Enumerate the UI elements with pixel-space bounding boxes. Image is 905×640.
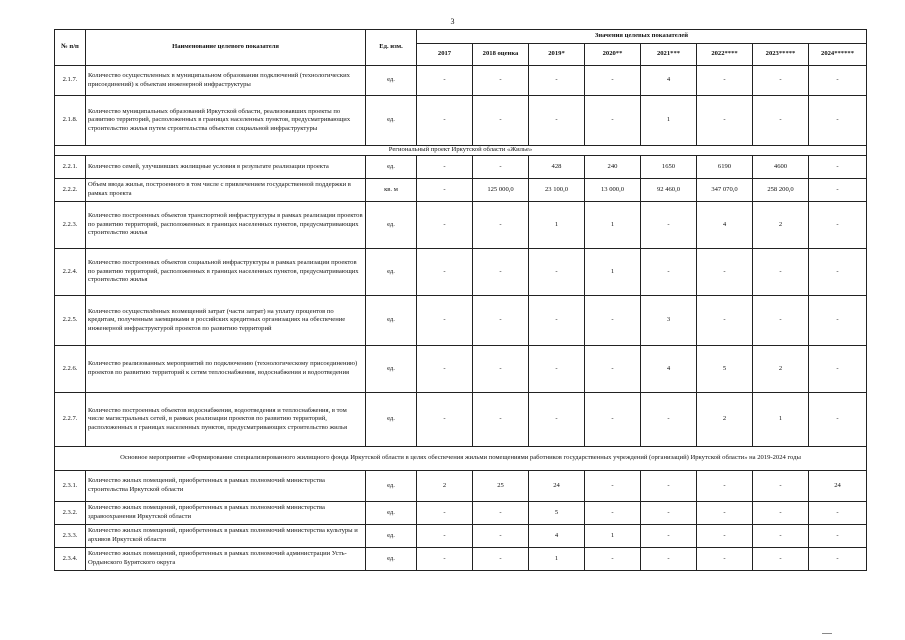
- indicator-value: -: [473, 548, 529, 571]
- indicator-value: -: [417, 202, 473, 249]
- indicator-unit: ед.: [366, 525, 417, 548]
- indicator-value: -: [529, 393, 585, 447]
- indicator-value: -: [641, 249, 697, 296]
- indicator-value: -: [809, 296, 867, 346]
- header-year: 2019*: [529, 44, 585, 66]
- indicator-name: Количество построенных объектов водоснабжения, водоотведения и теплоснабжения, в том числе магистральных сетей, в рамках реализации проектов по развитию территорий, расположенных в границах населенных пунктов, предусматривающих строительство жилья: [86, 393, 366, 447]
- indicator-name: Количество реализованных мероприятий по подключению (технологическому присоединению) проектов по развитию территорий к сетям теплоснабжения, водоснабжения и водоотведения: [86, 346, 366, 393]
- row-number: 2.3.4.: [55, 548, 86, 571]
- indicator-value: -: [697, 502, 753, 525]
- header-year: 2023*****: [753, 44, 809, 66]
- indicator-value: -: [473, 296, 529, 346]
- indicator-value: 1: [585, 525, 641, 548]
- header-year: 2021***: [641, 44, 697, 66]
- indicator-name: Количество жилых помещений, приобретенных в рамках полномочий администрации Усть-Ордынского Бурятского округа: [86, 548, 366, 571]
- indicator-value: -: [473, 249, 529, 296]
- indicator-value: -: [585, 471, 641, 502]
- indicator-unit: кв. м: [366, 179, 417, 202]
- indicator-unit: ед.: [366, 96, 417, 146]
- indicator-unit: ед.: [366, 202, 417, 249]
- table-row: [55, 502, 867, 525]
- indicator-value: -: [417, 525, 473, 548]
- indicator-value: -: [417, 548, 473, 571]
- indicator-value: -: [697, 249, 753, 296]
- indicator-value: -: [417, 502, 473, 525]
- indicator-value: -: [417, 346, 473, 393]
- indicator-name: Количество построенных объектов транспортной инфраструктуры в рамках реализации проектов по развитию территорий, расположенных в границах населенных пунктов, предусматривающих строительство жилья: [86, 202, 366, 249]
- indicator-unit: ед.: [366, 296, 417, 346]
- indicator-value: 4: [641, 66, 697, 96]
- indicator-value: 6190: [697, 156, 753, 179]
- corner-mark: [822, 633, 832, 634]
- indicator-value: -: [641, 393, 697, 447]
- indicator-value: 92 460,0: [641, 179, 697, 202]
- indicator-value: -: [585, 66, 641, 96]
- indicator-unit: ед.: [366, 502, 417, 525]
- indicator-value: -: [585, 502, 641, 525]
- indicator-value: 258 200,0: [753, 179, 809, 202]
- indicator-value: -: [809, 156, 867, 179]
- indicator-value: 24: [809, 471, 867, 502]
- header-values: Значения целевых показателей: [417, 30, 867, 44]
- indicator-value: -: [753, 249, 809, 296]
- header-name: Наименование целевого показателя: [86, 30, 366, 66]
- indicator-value: 24: [529, 471, 585, 502]
- indicator-name: Количество жилых помещений, приобретенных в рамках полномочий министерства культуры и архивов Иркутской области: [86, 525, 366, 548]
- indicator-value: -: [809, 548, 867, 571]
- row-number: 2.3.3.: [55, 525, 86, 548]
- indicator-value: 4: [697, 202, 753, 249]
- indicator-name: Количество осуществлённых возмещений затрат (части затрат) на уплату процентов по кредитам, полученным заемщиками в российских кредитных организациях на обеспечение инженерной инфраструктурой проектов по развитию территорий: [86, 296, 366, 346]
- indicator-value: -: [697, 471, 753, 502]
- indicator-value: -: [809, 179, 867, 202]
- indicator-name: Количество семей, улучшивших жилищные условия в результате реализации проекта: [86, 156, 366, 179]
- page-number: 3: [450, 17, 455, 26]
- indicator-value: -: [697, 525, 753, 548]
- indicator-value: -: [473, 156, 529, 179]
- indicator-value: -: [529, 249, 585, 296]
- indicator-value: 428: [529, 156, 585, 179]
- header-year: 2022****: [697, 44, 753, 66]
- table-row: [55, 156, 867, 179]
- indicator-value: -: [809, 346, 867, 393]
- indicator-value: -: [529, 96, 585, 146]
- indicator-value: -: [473, 346, 529, 393]
- table-row: [55, 548, 867, 571]
- table-row: [55, 346, 867, 393]
- indicator-value: 2: [697, 393, 753, 447]
- table-row: [55, 525, 867, 548]
- indicator-value: -: [697, 296, 753, 346]
- indicator-value: -: [809, 393, 867, 447]
- table-row: [55, 202, 867, 249]
- indicator-value: -: [697, 548, 753, 571]
- indicator-value: 125 000,0: [473, 179, 529, 202]
- indicator-value: -: [753, 296, 809, 346]
- table-row: [55, 471, 867, 502]
- indicator-value: 1: [753, 393, 809, 447]
- indicator-value: -: [809, 202, 867, 249]
- indicator-value: -: [473, 393, 529, 447]
- indicator-value: -: [473, 525, 529, 548]
- header-year: 2017: [417, 44, 473, 66]
- indicators-table: [54, 29, 867, 571]
- indicator-value: -: [529, 296, 585, 346]
- indicator-value: 2: [753, 202, 809, 249]
- row-number: 2.2.4.: [55, 249, 86, 296]
- indicator-value: 1650: [641, 156, 697, 179]
- indicator-value: 23 100,0: [529, 179, 585, 202]
- section-title: Основное мероприятие «Формирование специализированного жилищного фонда Иркутской области в целях обеспечения жильми помещениями работников государственных учреждений (организаций) Иркутской области» на 2019-2024 годы: [55, 447, 867, 471]
- indicator-value: -: [417, 66, 473, 96]
- indicator-value: -: [529, 346, 585, 393]
- row-number: 2.2.2.: [55, 179, 86, 202]
- indicator-name: Количество осуществленных в муниципальном образовании подключений (технологических присоединений) к объектам инженерной инфраструктуры: [86, 66, 366, 96]
- indicator-value: -: [809, 66, 867, 96]
- indicator-value: -: [529, 66, 585, 96]
- indicator-value: 347 070,0: [697, 179, 753, 202]
- indicator-value: 3: [641, 296, 697, 346]
- table-row: [55, 96, 867, 146]
- row-number: 2.2.5.: [55, 296, 86, 346]
- indicator-unit: ед.: [366, 471, 417, 502]
- indicator-value: 4600: [753, 156, 809, 179]
- indicator-value: -: [753, 548, 809, 571]
- header-unit: Ед. изм.: [366, 30, 417, 66]
- indicator-value: 25: [473, 471, 529, 502]
- indicator-name: Количество жилых помещений, приобретенных в рамках полномочий министерства строительства Иркутской области: [86, 471, 366, 502]
- indicator-unit: ед.: [366, 249, 417, 296]
- indicator-value: -: [753, 96, 809, 146]
- header-num: № п/п: [55, 30, 86, 66]
- indicator-value: -: [585, 548, 641, 571]
- indicator-unit: ед.: [366, 393, 417, 447]
- indicator-unit: ед.: [366, 156, 417, 179]
- indicator-value: -: [473, 202, 529, 249]
- row-number: 2.2.1.: [55, 156, 86, 179]
- indicator-value: -: [417, 393, 473, 447]
- indicator-name: Количество муниципальных образований Иркутской области, реализовавших проекты по развитию территорий, расположенных в границах населенных пунктов, предусматривающих строительство жилья путем строительства объектов социальной инфраструктуры: [86, 96, 366, 146]
- indicator-value: -: [809, 96, 867, 146]
- indicator-value: -: [641, 471, 697, 502]
- indicator-value: 4: [529, 525, 585, 548]
- indicator-value: -: [641, 548, 697, 571]
- indicator-value: 1: [585, 249, 641, 296]
- indicator-value: -: [641, 502, 697, 525]
- section-row: [55, 447, 867, 471]
- indicator-value: -: [753, 471, 809, 502]
- indicator-value: 1: [585, 202, 641, 249]
- indicator-value: 1: [529, 548, 585, 571]
- indicator-value: -: [641, 525, 697, 548]
- indicator-value: -: [809, 525, 867, 548]
- indicator-unit: ед.: [366, 346, 417, 393]
- indicator-unit: ед.: [366, 66, 417, 96]
- indicator-value: -: [585, 346, 641, 393]
- row-number: 2.1.7.: [55, 66, 86, 96]
- indicator-value: -: [417, 296, 473, 346]
- indicator-value: 4: [641, 346, 697, 393]
- indicator-value: -: [417, 249, 473, 296]
- indicator-value: 1: [529, 202, 585, 249]
- indicator-value: -: [417, 179, 473, 202]
- header-year: 2020**: [585, 44, 641, 66]
- table-row: [55, 179, 867, 202]
- indicator-value: 1: [641, 96, 697, 146]
- indicator-value: -: [697, 66, 753, 96]
- indicator-value: 2: [417, 471, 473, 502]
- indicator-value: -: [417, 156, 473, 179]
- indicator-value: -: [753, 66, 809, 96]
- table-row: [55, 393, 867, 447]
- row-number: 2.3.2.: [55, 502, 86, 525]
- indicator-name: Объем ввода жилья, построенного в том числе с привлечением государственной поддержки в рамках проекта: [86, 179, 366, 202]
- indicator-value: 13 000,0: [585, 179, 641, 202]
- indicator-value: -: [641, 202, 697, 249]
- row-number: 2.1.8.: [55, 96, 86, 146]
- indicator-value: -: [585, 96, 641, 146]
- indicator-name: Количество построенных объектов социальной инфраструктуры в рамках реализации проектов по развитию территорий, расположенных в границах населенных пунктов, предусматривающих строительство жилья: [86, 249, 366, 296]
- indicator-value: -: [809, 502, 867, 525]
- indicator-value: -: [753, 502, 809, 525]
- indicator-unit: ед.: [366, 548, 417, 571]
- indicator-value: -: [473, 96, 529, 146]
- table-body: [55, 66, 867, 571]
- indicator-value: -: [473, 502, 529, 525]
- row-number: 2.3.1.: [55, 471, 86, 502]
- indicator-value: -: [585, 393, 641, 447]
- header-year: 2018 оценка: [473, 44, 529, 66]
- table-row: [55, 66, 867, 96]
- indicator-value: 2: [753, 346, 809, 393]
- row-number: 2.2.6.: [55, 346, 86, 393]
- indicator-value: 5: [697, 346, 753, 393]
- indicator-value: 5: [529, 502, 585, 525]
- table-row: [55, 249, 867, 296]
- section-row: [55, 146, 867, 156]
- row-number: 2.2.3.: [55, 202, 86, 249]
- header-year: 2024******: [809, 44, 867, 66]
- section-title: Региональный проект Иркутской области «Жилье»: [55, 146, 867, 156]
- indicator-value: -: [585, 296, 641, 346]
- indicator-value: -: [473, 66, 529, 96]
- row-number: 2.2.7.: [55, 393, 86, 447]
- indicator-name: Количество жилых помещений, приобретенных в рамках полномочий министерства здравоохранения Иркутской области: [86, 502, 366, 525]
- indicator-value: -: [697, 96, 753, 146]
- indicator-value: -: [417, 96, 473, 146]
- indicator-value: 240: [585, 156, 641, 179]
- table-row: [55, 296, 867, 346]
- indicator-value: -: [809, 249, 867, 296]
- indicator-value: -: [753, 525, 809, 548]
